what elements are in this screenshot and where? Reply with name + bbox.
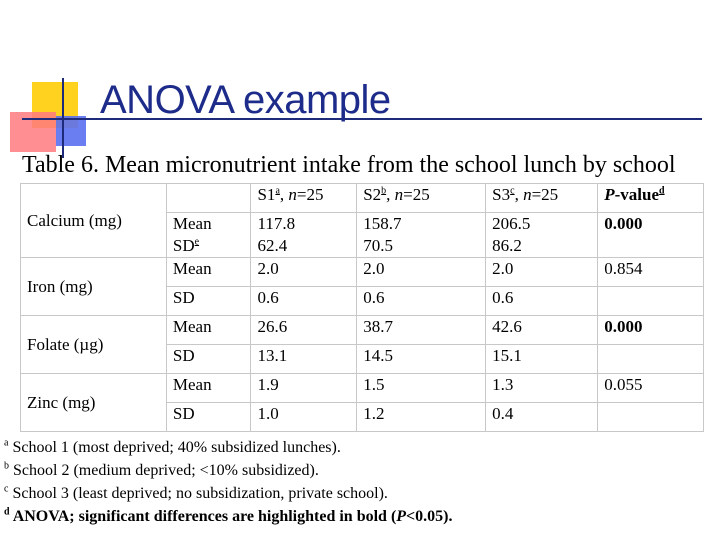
nutrient-label-folate: Folate (µg): [21, 316, 167, 374]
folate-s3-sd: 15.1: [486, 345, 598, 374]
stat-label-mean: Mean: [166, 258, 251, 287]
folate-p-value: 0.000: [598, 316, 704, 345]
footnote-a: $^a$ School 1 (most deprived; 40% subsidized lunches).: [4, 437, 341, 456]
stat-label-sd: SD: [166, 287, 251, 316]
folate-s1-mean: 26.6: [251, 316, 357, 345]
zinc-s2-mean: 1.5: [357, 374, 486, 403]
calcium-p-value: 0.000: [598, 213, 704, 258]
folate-s3-mean: 42.6: [486, 316, 598, 345]
iron-s3-sd: 0.6: [486, 287, 598, 316]
nutrient-label-calcium: Calcium (mg): [21, 184, 167, 258]
header-s2: S2$^b$, n=25: [357, 184, 486, 213]
table-row: [21, 316, 704, 345]
row-empty-cell: [598, 345, 704, 374]
folate-s2-sd: 14.5: [357, 345, 486, 374]
calcium-s1-cell: 117.8 62.4: [251, 213, 357, 258]
header-s3: S3$^c$, n=25: [486, 184, 598, 213]
footnote-d: $^d$ ANOVA; significant differences are highlighted in bold (P<0.05).: [4, 506, 453, 525]
zinc-s1-mean: 1.9: [251, 374, 357, 403]
footnote-c: $^c$ School 3 (least deprived; no subsidization, private school).: [4, 483, 388, 502]
iron-p-value: 0.854: [598, 258, 704, 287]
table-row: [21, 374, 704, 403]
calcium-s2-cell: 158.7 70.5: [357, 213, 486, 258]
row-empty-cell: [598, 287, 704, 316]
header-p-value: P-value$^d$: [598, 184, 704, 213]
zinc-p-value: 0.055: [598, 374, 704, 403]
folate-s1-sd: 13.1: [251, 345, 357, 374]
slide-title: ANOVA example: [100, 78, 391, 122]
iron-s3-mean: 2.0: [486, 258, 598, 287]
iron-s1-sd: 0.6: [251, 287, 357, 316]
row-empty-cell: [166, 184, 251, 213]
zinc-s3-mean: 1.3: [486, 374, 598, 403]
row-empty-cell: [598, 403, 704, 432]
folate-s2-mean: 38.7: [357, 316, 486, 345]
stat-label-mean: Mean: [166, 374, 251, 403]
zinc-s2-sd: 1.2: [357, 403, 486, 432]
stat-label-cell: Mean $SD^e$: [166, 213, 251, 258]
zinc-s3-sd: 0.4: [486, 403, 598, 432]
nutrient-label-zinc: Zinc (mg): [21, 374, 167, 432]
zinc-s1-sd: 1.0: [251, 403, 357, 432]
stat-label-mean: Mean: [166, 316, 251, 345]
stat-label-sd: SD: [166, 345, 251, 374]
table-row: [21, 184, 704, 213]
iron-s2-mean: 2.0: [357, 258, 486, 287]
micronutrient-table: [20, 183, 704, 432]
logo-blue-square: [56, 116, 86, 146]
table-caption: Table 6. Mean micronutrient intake from the school lunch by school: [22, 152, 676, 178]
footnotes: [4, 436, 453, 528]
slide-logo-decoration: [0, 0, 110, 160]
iron-s1-mean: 2.0: [251, 258, 357, 287]
table-row: [21, 258, 704, 287]
footnote-b: $^b$ School 2 (medium deprived; <10% subsidized).: [4, 460, 319, 479]
calcium-s3-cell: 206.5 86.2: [486, 213, 598, 258]
nutrient-label-iron: Iron (mg): [21, 258, 167, 316]
iron-s2-sd: 0.6: [357, 287, 486, 316]
stat-label-sd: SD: [166, 403, 251, 432]
header-s1: S1$^a$, n=25: [251, 184, 357, 213]
